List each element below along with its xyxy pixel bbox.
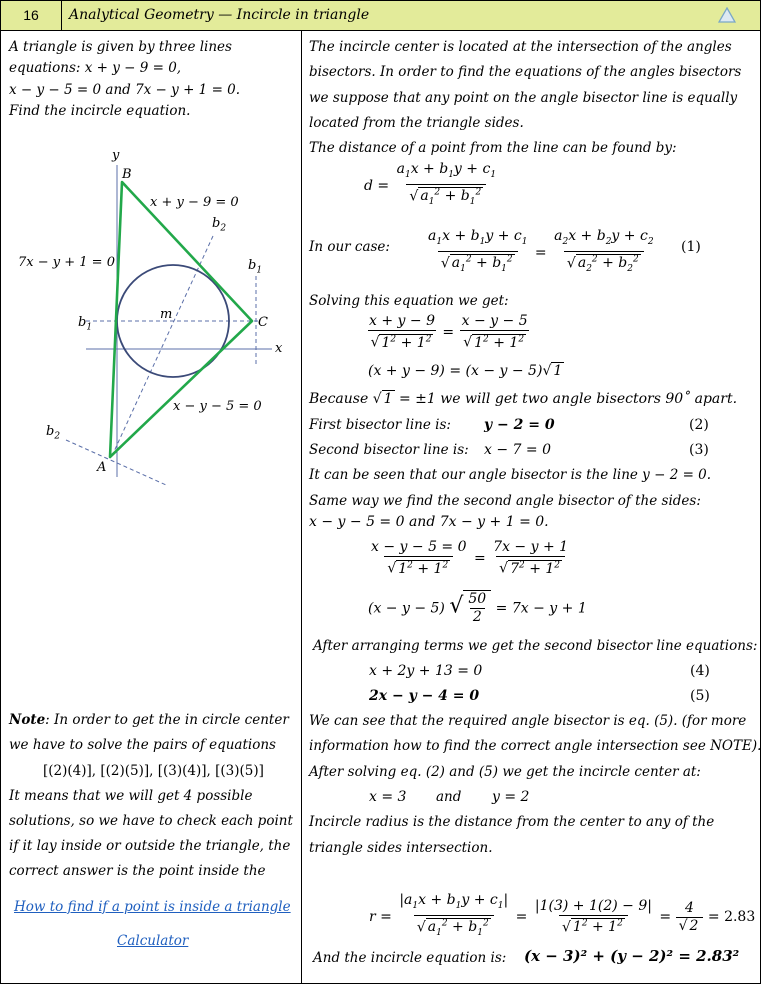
required-line-3: After solving eq. (2) and (5) we get the incircle center at: xyxy=(309,764,701,780)
center-y: y = 2 xyxy=(492,789,530,805)
after-arranging-line: After arranging terms we get the second bisector line equations: xyxy=(313,638,758,654)
intro-line-3: we suppose that any point on the angle bisector line is equally xyxy=(309,90,738,106)
simplified-equation: (x + y − 9) = (x − y − 5)√ 1 xyxy=(368,363,563,379)
intro-line-2: bisectors. In order to find the equations of the angles bisectors xyxy=(309,64,742,80)
vertex-b-label: B xyxy=(122,167,132,182)
radius-value: = 2.83 xyxy=(707,909,756,926)
header-bar xyxy=(0,0,761,31)
section-number: 16 xyxy=(1,1,62,30)
line-ac-label: x − y − 5 = 0 xyxy=(173,399,262,414)
seen-line: It can be seen that our angle bisector is the line y − 2 = 0. xyxy=(309,467,712,483)
problem-line-2: equations: x + y − 9 = 0, xyxy=(9,60,182,76)
second-bisector-tag: (3) xyxy=(689,442,709,458)
required-line-2: information how to find the correct angle intersection see NOTE). xyxy=(309,738,762,754)
note-line-3: [(2)(4)], [(2)(5)], [(3)(4)], [(3)(5)] xyxy=(43,763,264,779)
solving-equation: $\frac{x + y - 9}{√ 1^2 + 1^2}$ = $\frac{x - y - 5}{√ 1^2 + 1^2}$ xyxy=(369,313,528,351)
note-line-6: if it lay inside or outside the triangle, the xyxy=(9,838,291,854)
solving-label: Solving this equation we get: xyxy=(309,293,509,309)
radius-formula: r = $\frac{|a_1x + b_1y + c_1|}{√ a_1^2 + b_1^2}$ = $\frac{|1(3) + 1(2) - 9|}{√ 1^2 + 1^2}$ = $\frac{4}{√ 2}$ = 2.83 xyxy=(369,892,755,942)
intro-line-1: The incircle center is located at the intersection of the angles xyxy=(309,39,732,55)
intro-line-4: located from the triangle sides. xyxy=(309,115,524,131)
distance-formula: d = $\frac{a_1x + b_1y + c_1}{√ a_1^2 + b_1^2}$ xyxy=(364,161,499,211)
y-axis-label: y xyxy=(112,148,120,163)
b2-top-label: $b_2$ xyxy=(212,216,227,234)
equation-1-tag: (1) xyxy=(681,239,701,255)
line-ab-label: 7x − y + 1 = 0 xyxy=(18,255,115,270)
note-line-4: It means that we will get 4 possible xyxy=(9,788,253,804)
vertex-a-label: A xyxy=(97,460,107,475)
x-axis-label: x xyxy=(275,341,283,356)
b1-right-label: $b_1$ xyxy=(248,258,263,276)
second-bisector-label: Second bisector line is: xyxy=(309,442,469,458)
calculator-link[interactable]: Calculator xyxy=(117,933,189,949)
final-label: And the incircle equation is: xyxy=(313,950,507,966)
first-bisector-eq: y − 2 = 0 xyxy=(484,417,555,433)
equation-5: 2x − y − 4 = 0 xyxy=(369,688,480,704)
note-label: Note xyxy=(9,712,46,728)
second-bisector-eq: x − 7 = 0 xyxy=(484,442,551,458)
center-and: and xyxy=(436,789,462,805)
problem-line-1: A triangle is given by three lines xyxy=(9,39,232,55)
radius-text-1: Incircle radius is the distance from the center to any of the xyxy=(309,814,715,830)
problem-line-4: Find the incircle equation. xyxy=(9,103,191,119)
note-line-2: we have to solve the pairs of equations xyxy=(9,737,276,753)
column-divider xyxy=(301,30,302,984)
final-equation: (x − 3)² + (y − 2)² = 2.83² xyxy=(524,947,740,965)
problem-line-3: x − y − 5 = 0 and 7x − y + 1 = 0. xyxy=(9,82,241,98)
equation-5-tag: (5) xyxy=(690,688,710,704)
intro-line-5: The distance of a point from the line can be found by: xyxy=(309,140,677,156)
center-label: m xyxy=(160,307,173,322)
second-pair-simplified: (x − y − 5) √ $\frac{50}{2}$ = 7x − y + 1 xyxy=(368,591,587,625)
radius-text-2: triangle sides intersection. xyxy=(309,840,493,856)
page-title: Analytical Geometry — Incircle in triangle xyxy=(69,7,370,23)
sides-line: x − y − 5 = 0 and 7x − y + 1 = 0. xyxy=(309,514,549,530)
vertex-c-label: C xyxy=(258,315,268,330)
equation-4-tag: (4) xyxy=(690,663,710,679)
b1-left-label: $b_1$ xyxy=(78,315,93,333)
line-bc-label: x + y − 9 = 0 xyxy=(150,195,239,210)
required-line-1: We can see that the required angle bisector is eq. (5). (for more xyxy=(309,713,747,729)
first-bisector-tag: (2) xyxy=(689,417,709,433)
note-line-7: correct answer is the point inside the xyxy=(9,863,266,879)
same-way-line: Same way we find the second angle bisector of the sides: xyxy=(309,493,701,509)
triangle-up-icon[interactable] xyxy=(718,7,736,23)
note-line-5: solutions, so we have to check each point xyxy=(9,813,293,829)
equation-1: $\frac{a_1x + b_1y + c_1}{√ a_1^2 + b_1^2}$ = $\frac{a_2x + b_2y + c_2}{√ a_2^2 + b_2^2}$ xyxy=(425,228,657,278)
equation-4: x + 2y + 13 = 0 xyxy=(369,663,483,679)
in-our-case-label: In our case: xyxy=(309,239,390,255)
because-line: Because √ 1 = ±1 we will get two angle bisectors 90˚ apart. xyxy=(309,391,738,407)
b2-bottom-label: $b_2$ xyxy=(46,424,61,442)
note-line-1: Note: In order to get the in circle center xyxy=(9,712,289,728)
first-bisector-label: First bisector line is: xyxy=(309,417,451,433)
bisector-b2-line xyxy=(111,236,213,458)
center-x: x = 3 xyxy=(369,789,407,805)
inside-triangle-link[interactable]: How to find if a point is inside a triangle xyxy=(14,899,291,915)
second-pair-equation: $\frac{x - y - 5 = 0}{√ 1^2 + 1^2}$ = $\frac{7x - y + 1}{√ 7^2 + 1^2}$ xyxy=(371,539,569,577)
